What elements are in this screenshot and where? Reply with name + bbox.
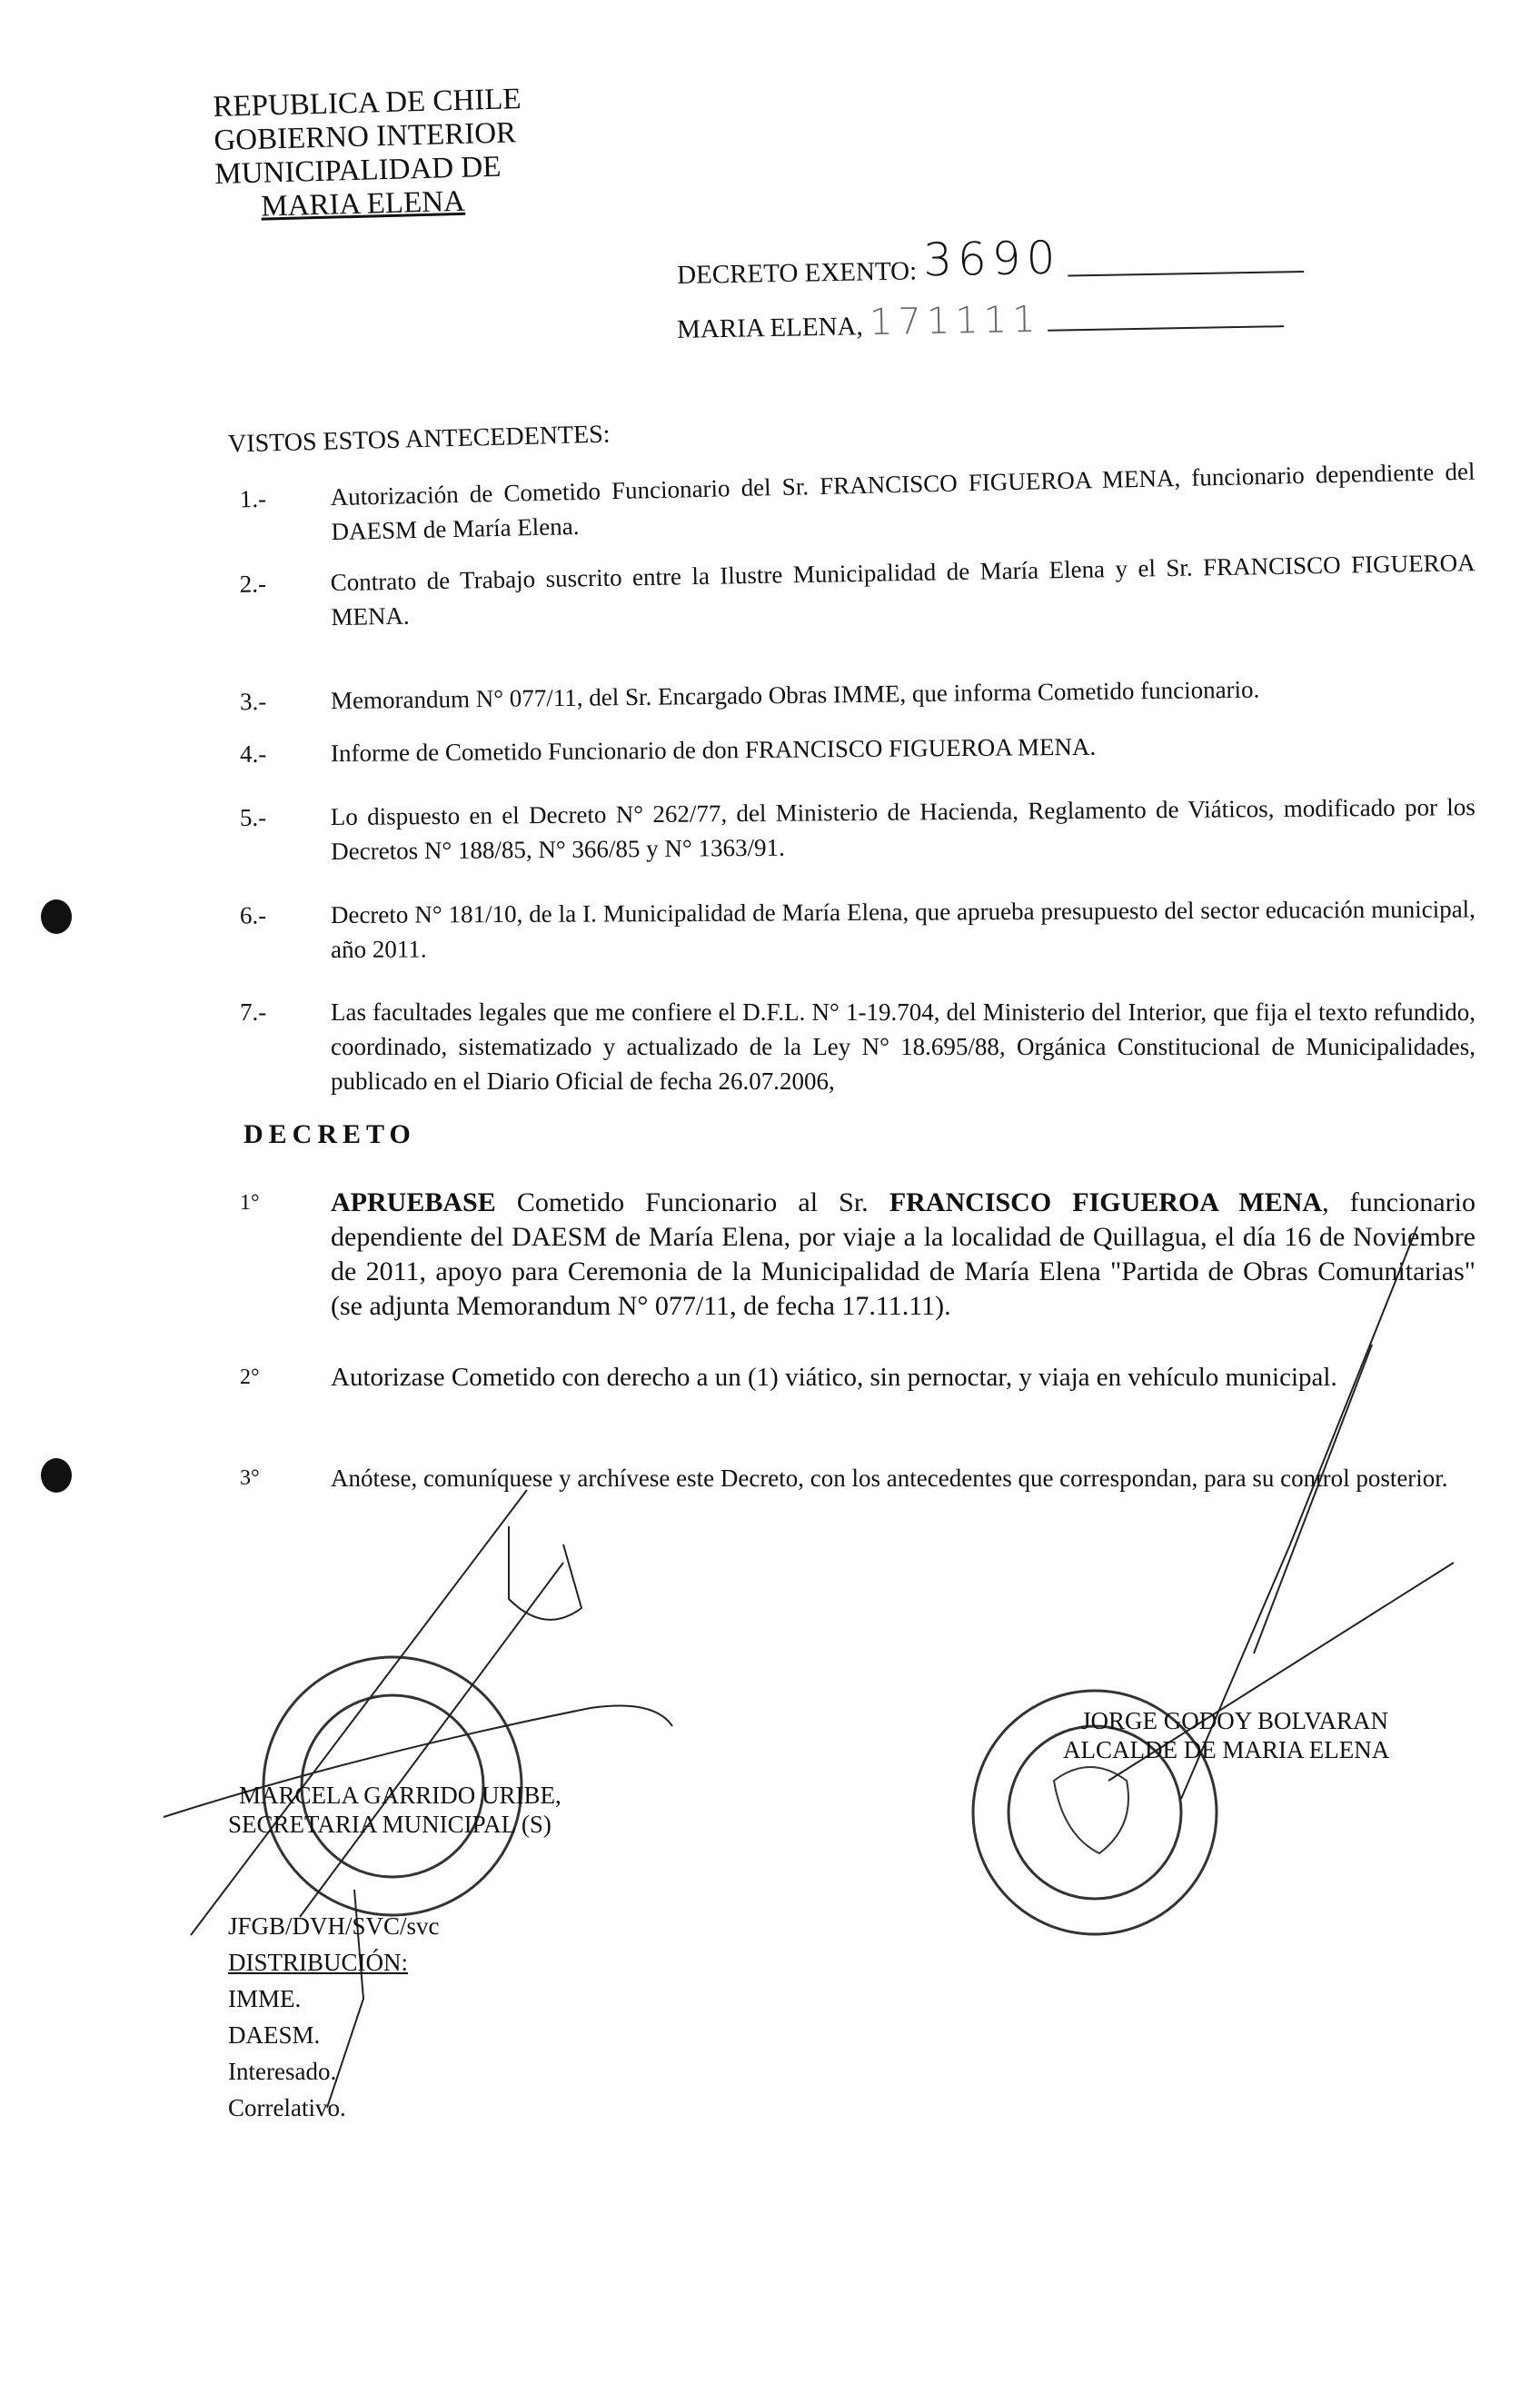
punch-hole [41,1458,72,1493]
secretary-signature-block [228,1781,561,1839]
recipient: DAESM. [228,2021,321,2049]
letterhead-municipality: MUNICIPALIDAD DE [214,150,502,191]
item-bold: APRUEBASE [331,1187,496,1217]
item-text: Contrato de Trabajo suscrito entre la Ilustre Municipalidad de María Elena y el Sr. FRANCISCO FIGUEROA MENA. [330,549,1475,631]
decree-number-label: DECRETO EXENTO: [676,256,918,291]
decree-number: 3690 [922,231,1061,287]
mayor-signature-block [1063,1706,1389,1764]
item-number: 5.- [239,803,267,831]
item-text: Autorización de Cometido Funcionario del Sr. FRANCISCO FIGUEROA MENA, funcionario dependiente del DAESM de María Elena. [330,457,1475,546]
item-text-part: , funcionario dependiente del DAESM de María Elena, por viaje a la localidad de Quillagua, el día 16 de Noviembre de 2011, apoyo para Ceremonia de la Municipalidad de María Elena "Partida de Obras Comunitarias" (se adjunta Memorandum N° 077/11, de fecha 17.11.11). [331,1187,1475,1321]
item-bold: FRANCISCO FIGUEROA MENA [889,1187,1323,1217]
vistos-item [240,726,1475,771]
vistos-title: VISTOS ESTOS ANTECEDENTES: [227,420,611,459]
item-text: Lo dispuesto en el Decreto N° 262/77, del Ministerio de Hacienda, Reglamento de Viáticos, modificado por los Decretos N° 188/85, N° 366/85 y N° 1363/91. [330,793,1475,866]
decreto-item [240,1360,1475,1395]
decreto-item [240,1186,1475,1324]
punch-hole [41,899,72,934]
item-number: 7.- [240,998,267,1026]
item-text: Autorizase Cometido con derecho a un (1) viático, sin pernoctar, y viaja en vehículo municipal. [331,1363,1337,1392]
letterhead [213,83,524,225]
recipient: Correlativo. [228,2094,346,2121]
vistos-item [239,454,1475,551]
decreto-item [240,1461,1475,1495]
vistos-item [239,545,1475,636]
decreto-title: DECRETO [243,1119,416,1149]
item-text: Anótese, comuníquese y archívese este Decreto, con los antecedentes que correspondan, para su control posterior. [331,1465,1448,1492]
recipient: Interesado. [228,2058,337,2085]
decree-date-field [677,294,1285,347]
recipient: IMME. [228,1985,302,2012]
item-text [331,1186,1475,1324]
secretary-title: SECRETARIA MUNICIPAL (S) [228,1811,551,1838]
item-text: Informe de Cometido Funcionario de don FRANCISCO FIGUEROA MENA. [330,732,1097,768]
decree-number-field [677,231,1305,294]
vistos-item [240,995,1475,1098]
decree-date-line [1048,323,1284,332]
letterhead-country: REPUBLICA DE CHILE [213,83,522,124]
item-number: 4.- [239,740,267,768]
item-text: Decreto N° 181/10, de la I. Municipalidad de María Elena, que aprueba presupuesto del sector educación municipal, año 2011. [330,895,1475,964]
item-text: Memorandum N° 077/11, del Sr. Encargado Obras IMME, que informa Cometido funcionario. [330,675,1260,715]
initials: JFGB/DVH/SVC/svc [228,1912,440,1940]
item-number: 3° [240,1466,260,1490]
distribution-block [228,1908,440,2126]
mayor-title: ALCALDE DE MARIA ELENA [1063,1736,1390,1763]
vistos-item [240,891,1475,967]
letterhead-ministry: GOBIERNO INTERIOR [213,116,517,157]
item-number: 6.- [239,901,267,929]
decree-date: 171111 [869,298,1041,344]
mayor-name: JORGE GODOY BOLVARAN [1081,1707,1389,1734]
distribution-title: DISTRIBUCIÓN: [228,1949,409,1976]
item-number: 2° [240,1365,260,1389]
item-number: 3.- [239,687,267,716]
letterhead-city: MARIA ELENA [260,184,466,223]
vistos-item [240,789,1476,869]
vistos-item [240,670,1475,720]
item-number: 1° [240,1191,260,1215]
item-number: 1.- [239,484,267,513]
secretary-name: MARCELA GARRIDO URIBE, [239,1782,561,1809]
item-number: 2.- [239,570,267,598]
decree-place-label: MARIA ELENA, [676,312,863,344]
item-text-part: Cometido Funcionario al Sr. [495,1187,889,1217]
decree-number-line [1068,269,1304,277]
item-text: Las facultades legales que me confiere el D.F.L. N° 1-19.704, del Ministerio del Interior, que fija el texto refundido, coordinado, sistematizado y actualizado de la Ley N° 18.695/88, Orgánica Constitucional de Municipalidades, publicado en el Diario Oficial de fecha 26.07.2006, [331,998,1475,1095]
